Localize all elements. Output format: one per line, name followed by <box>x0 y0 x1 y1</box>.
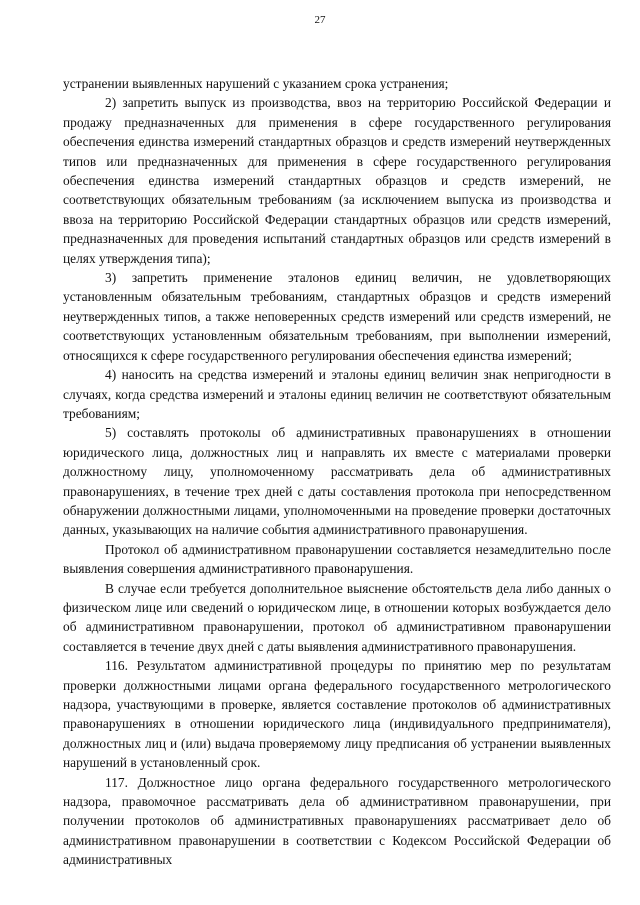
document-body <box>63 74 611 870</box>
paragraph-additional-clarification: В случае если требуется дополнительное выяснение обстоятельств дела либо данных о физическом лице или сведений о юридическом лице, в отношении которых возбуждается дело об административном правонарушении, протокол об административном правонарушении составляется в течение двух дней с даты выявления административного правонарушения. <box>63 580 611 654</box>
paragraph-continuation: устранении выявленных нарушений с указанием срока устранения; <box>63 76 449 91</box>
paragraph-section-116: 116. Результатом административной процедуры по принятию мер по результатам проверки должностными лицами органа федерального государственного метрологического надзора, участвующими в проверке, является составление протоколов об административных правонарушениях в отношении юридического лица (индивидуального предпринимателя), должностных лиц и (или) выдача проверяемому лицу предписания об устранении выявленных нарушений в установленный срок. <box>63 658 611 771</box>
paragraph-item-5: 5) составлять протоколы об административных правонарушениях в отношении юридического лица, должностных лиц и направлять их вместе с материалами проверки должностному лицу, уполномоченному рассматривать дела об административных правонарушениях, в течение трех дней с даты составления протокола при непосредственном обнаружении должностными лицами, уполномоченными на проведение проверки достаточных данных, указывающих на наличие события административного правонарушения. <box>63 425 611 538</box>
paragraph-section-117: 117. Должностное лицо органа федерального государственного метрологического надзора, правомочное рассматривать дела об административном правонарушении, при получении протоколов об административных правонарушениях рассматривает дело об административном правонарушении в соответствии с Кодексом Российской Федерации об административных <box>63 774 611 868</box>
paragraph-item-2: 2) запретить выпуск из производства, ввоз на территорию Российской Федерации и продажу предназначенных для применения в сфере государственного регулирования обеспечения единства измерений стандартных образцов и средств измерений неутвержденных типов или предназначенных для применения в сфере государственного регулирования обеспечения единства измерений стандартных образцов и средств измерений, не соответствующих обязательным требованиям (за исключением выпуска из производства и ввоза на территорию Российской Федерации стандартных образцов или средств измерений, предназначенных для проведения испытаний стандартных образцов или средств измерений в целях утверждения типа); <box>63 95 611 266</box>
paragraph-item-3: 3) запретить применение эталонов единиц величин, не удовлетворяющих установленным обязательным требованиям, стандартных образцов и средств измерений неутвержденных типов, а также неповеренных средств измерений или средств измерений, не соответствующих установленным обязательным требованиям, при выполнении измерений, относящихся к сфере государственного регулирования обеспечения единства измерений; <box>63 270 611 363</box>
paragraph-item-4: 4) наносить на средства измерений и эталоны единиц величин знак непригодности в случаях, когда средства измерений и эталоны единиц величин не соответствуют обязательным требованиям; <box>63 367 611 421</box>
page-number: 27 <box>314 14 326 26</box>
paragraph-protocol: Протокол об административном правонарушении составляется незамедлительно после выявления совершения административного правонарушения. <box>63 541 611 577</box>
